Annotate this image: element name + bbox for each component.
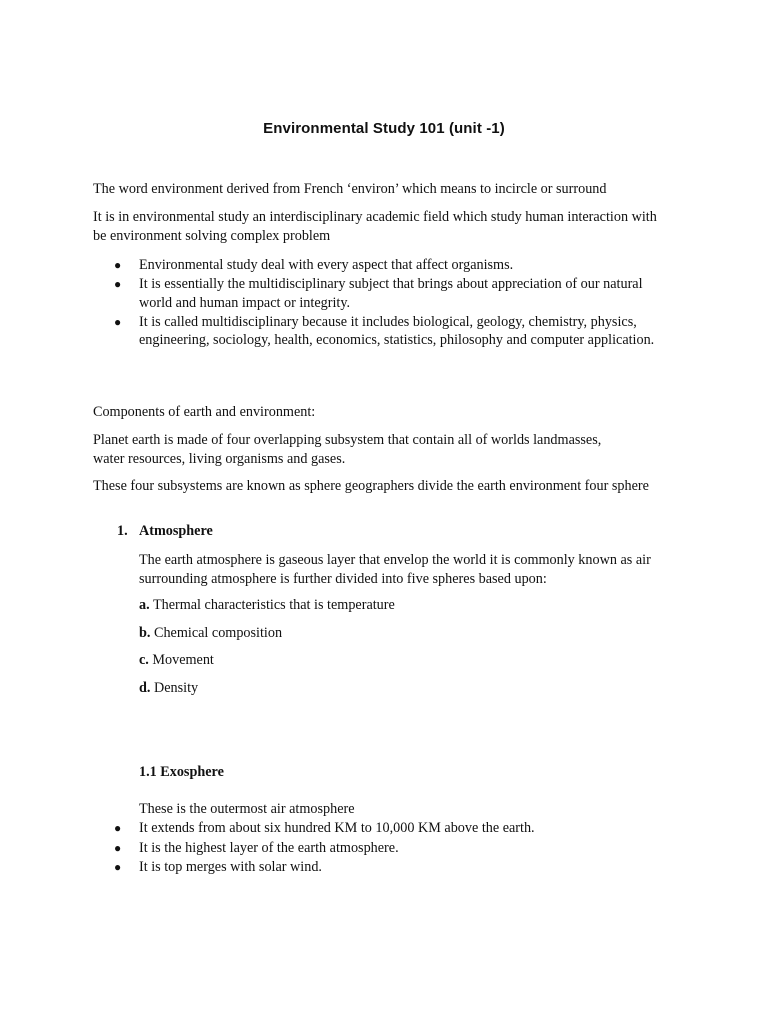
list-item — [93, 819, 673, 838]
bullet-icon: ● — [114, 277, 122, 291]
list-item — [139, 625, 282, 642]
item-text: Thermal characteristics that is temperature — [152, 597, 395, 613]
list-item-text: It is the highest layer of the earth atmosphere. — [139, 839, 399, 856]
list-item — [93, 858, 673, 877]
components-paragraph-1: Planet earth is made of four overlapping subsystem that contain all of worlds landmasses, water resources, living organisms and gases. — [93, 432, 602, 467]
list-item-text: It is essentially the multidisciplinary subject that brings about appreciation of our natural world and human impact or integrity. — [139, 276, 643, 311]
list-item-text: It extends from about six hundred KM to 10,000 KM above the earth. — [139, 820, 535, 836]
section-description: The earth atmosphere is gaseous layer that envelop the world it is commonly known as air surrounding atmosphere is further divided into five spheres based upon: — [139, 552, 651, 587]
list-item — [93, 839, 673, 858]
item-text: Chemical composition — [153, 625, 283, 641]
list-item — [139, 597, 395, 614]
intro-paragraph-2: It is in environmental study an interdisciplinary academic field which study human interaction with be environment solving complex problem — [93, 209, 657, 244]
document-title: Environmental Study 101 (unit -1) — [263, 120, 505, 137]
components-paragraph-2: These four subsystems are known as sphere geographers divide the earth environment four sphere — [93, 478, 649, 494]
item-text: Movement — [152, 652, 214, 668]
bullet-icon: ● — [114, 840, 122, 855]
section-heading: Atmosphere — [139, 523, 213, 539]
list-item — [93, 275, 673, 312]
intro-bullet-list — [93, 256, 673, 350]
components-heading: Components of earth and environment: — [93, 404, 316, 420]
subsection-intro: These is the outermost air atmosphere — [139, 801, 355, 817]
list-item-text: It is top merges with solar wind. — [139, 859, 322, 875]
subsection-bullet-list — [93, 819, 673, 878]
item-text: Density — [153, 680, 199, 696]
item-letter: c. — [139, 652, 149, 668]
list-item — [93, 313, 673, 350]
intro-paragraph-1: The word environment derived from French ‘environ’ which means to incircle or surround — [93, 181, 607, 197]
item-letter: d. — [139, 680, 151, 696]
list-item-text: Environmental study deal with every aspect that affect organisms. — [139, 257, 514, 273]
bullet-icon: ● — [114, 860, 122, 874]
list-item — [139, 680, 198, 697]
bullet-icon: ● — [114, 258, 122, 272]
subsection-heading: 1.1 Exosphere — [139, 764, 224, 780]
item-letter: b. — [139, 625, 151, 641]
list-item — [93, 256, 673, 275]
list-item — [139, 652, 214, 669]
item-letter: a. — [139, 597, 150, 613]
bullet-icon: ● — [114, 821, 122, 835]
list-item-text: It is called multidisciplinary because it includes biological, geology, chemistry, physics, engineering, sociology, health, economics, statistics, philosophy and computer application. — [139, 313, 655, 348]
section-number: 1. — [117, 523, 128, 539]
bullet-icon: ● — [114, 314, 122, 329]
